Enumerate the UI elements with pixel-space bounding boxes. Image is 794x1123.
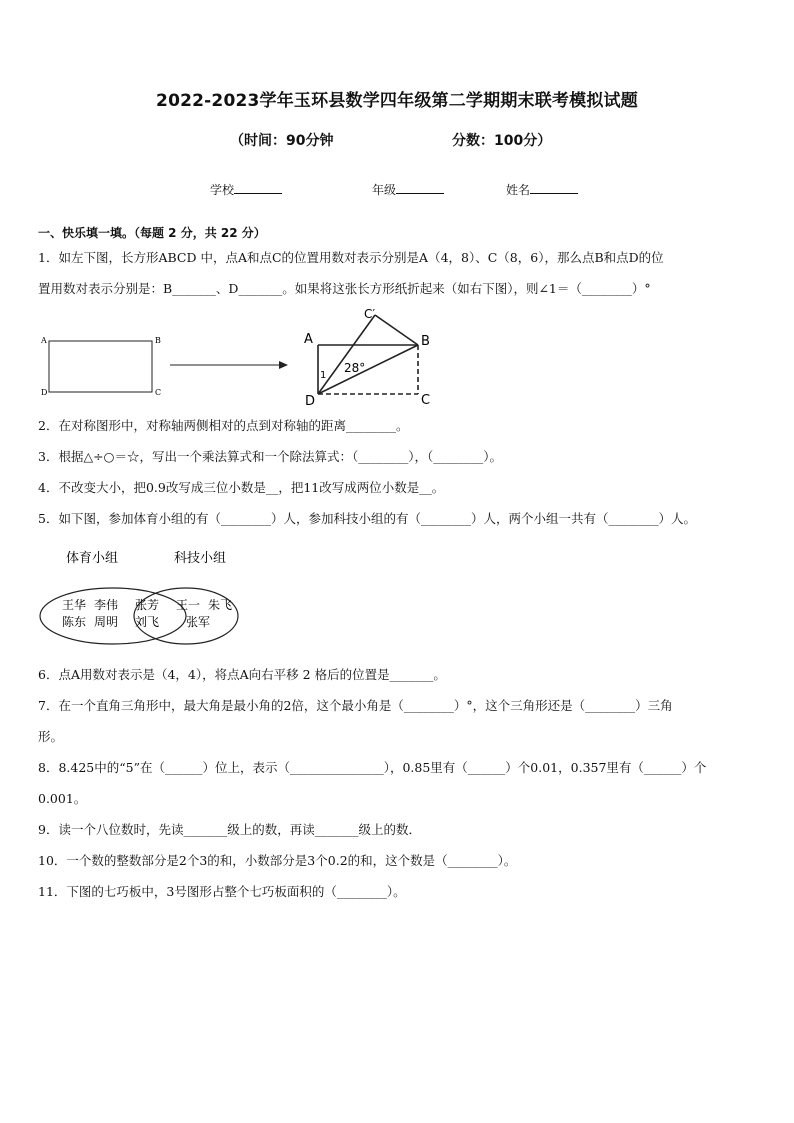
fold-angle-value: 28°: [344, 361, 366, 375]
rect-label-d: D: [41, 388, 48, 397]
exam-time: （时间：90分钟: [230, 133, 334, 149]
venn-name: 王华: [62, 598, 87, 612]
section-heading: 一、快乐填一填。（每题 2 分，共 22 分）: [38, 226, 266, 240]
question-8-line-2: 0.001。: [38, 791, 87, 806]
name-label: 姓名: [506, 183, 531, 197]
venn-label-tech: 科技小组: [174, 551, 227, 566]
rect-label-c: C: [155, 388, 162, 397]
question-8-line-1: 8．8.425中的“5”在（______）位上，表示（_______________），0.85里有（______）个0.01，0.357里有（______）个: [38, 760, 707, 775]
fold-label-c: C: [421, 393, 431, 408]
question-1-line-1: 1．如左下图，长方形ABCD 中，点A和点C的位置用数对表示分别是A（4，8）、C（8，6），那么点B和点D的位: [38, 250, 664, 265]
question-11: 11．下图的七巧板中，3号图形占整个七巧板面积的（________）。: [38, 884, 406, 899]
school-field: [210, 181, 282, 198]
fold-label-c-prime: C′: [364, 307, 376, 321]
school-label: 学校: [210, 183, 235, 197]
grade-label: 年级: [372, 183, 397, 197]
question-3: 3．根据△÷○＝☆，写出一个乘法算式和一个除法算式：（________），（________）。: [38, 449, 502, 464]
question-10: 10．一个数的整数部分是2个3的和，小数部分是3个0.2的和，这个数是（________）。: [38, 853, 517, 868]
fold-angle-1-label: 1: [320, 370, 327, 381]
arrow-head-icon: [279, 361, 288, 369]
venn-name: 李伟: [94, 598, 119, 612]
venn-name: 王一: [176, 598, 201, 612]
venn-name: 刘飞: [135, 615, 160, 629]
question-1-line-2: 置用数对表示分别是：B_______、D_______。如果将这张长方形纸折起来（如右下图），则∠1＝（________）°: [38, 281, 651, 296]
venn-diagram: [38, 542, 248, 650]
grade-blank[interactable]: [396, 183, 444, 194]
question-4: 4．不改变大小，把0.9改写成三位小数是__，把11改写成两位小数是__。: [38, 480, 445, 495]
fold-label-b: B: [421, 334, 430, 349]
school-blank[interactable]: [234, 183, 282, 194]
name-blank[interactable]: [530, 183, 578, 194]
fold-label-a: A: [304, 332, 313, 347]
question-2: 2．在对称图形中，对称轴两侧相对的点到对称轴的距离________。: [38, 418, 409, 433]
venn-name: 陈东: [62, 615, 87, 629]
exam-score: 分数：100分）: [452, 133, 552, 149]
venn-name: 周明: [94, 615, 119, 629]
question-6: 6．点A用数对表示是（4，4），将点A向右平移 2 格后的位置是_______。: [38, 667, 446, 682]
venn-name: 张芳: [135, 598, 160, 612]
fold-label-d: D: [305, 394, 316, 409]
rect-label-b: B: [155, 336, 161, 345]
question-5: 5．如下图，参加体育小组的有（________）人，参加科技小组的有（________）人，两个小组一共有（________）人。: [38, 511, 696, 526]
grade-field: [372, 181, 444, 198]
venn-label-sports: 体育小组: [66, 551, 119, 566]
question-7-line-1: 7．在一个直角三角形中，最大角是最小角的2倍，这个最小角是（________）°，这个三角形还是（________）三角: [38, 698, 673, 713]
question-9: 9．读一个八位数时，先读_______级上的数，再读_______级上的数．: [38, 822, 421, 837]
venn-name: 朱飞: [208, 598, 233, 612]
venn-name: 张军: [186, 615, 211, 629]
page-title: 2022-2023学年玉环县数学四年级第二学期期末联考模拟试题: [156, 91, 638, 111]
rect-label-a: A: [41, 336, 47, 345]
folded-rectangle-figure: [298, 305, 448, 410]
name-field: [506, 181, 578, 198]
question-7-line-2: 形。: [38, 729, 64, 744]
rectangle-abcd-figure: [36, 330, 296, 400]
